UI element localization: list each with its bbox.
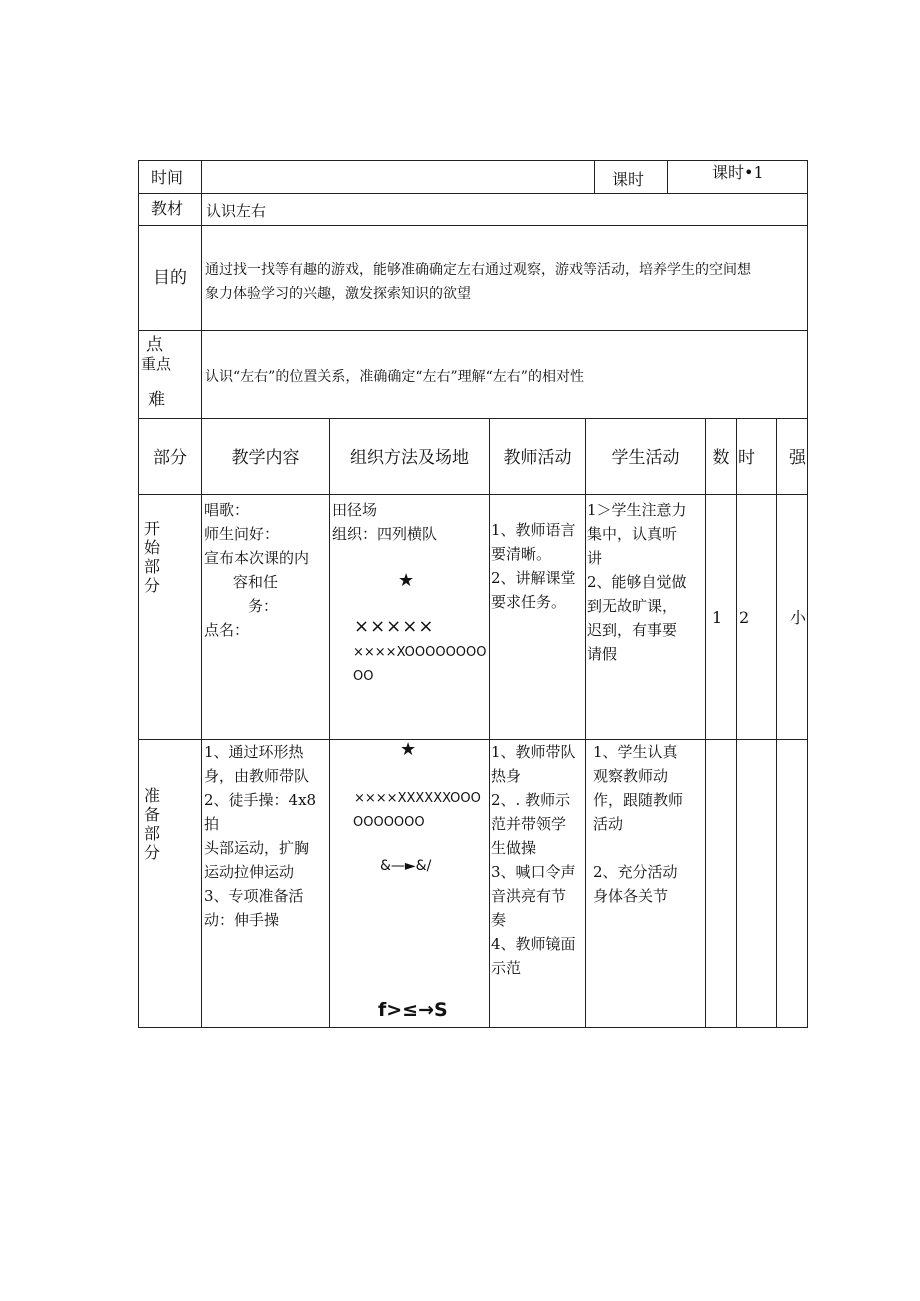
col-header-part: 部分 [153,448,187,468]
table-border-top [138,160,808,161]
student-line: 作，跟随教师 [593,791,684,809]
col-header-content: 教学内容 [231,448,300,468]
content-line: 拍 [204,815,220,833]
part-label-char: 分 [143,843,160,862]
column-divider [585,418,586,1028]
row-divider [138,418,808,419]
part-label-char: 分 [143,576,160,595]
student-line: 请假 [587,645,618,663]
col-header-student: 学生活动 [611,448,680,468]
col-header-teacher: 教师活动 [503,448,572,468]
start-teacher-activity [491,518,585,614]
prep-content [204,740,328,932]
label-column-divider [201,160,202,1028]
keypoints-label-line1: 点 [146,335,163,355]
keypoints-text: 认识“左右”的位置关系，准确确定“左右”理解“左右”的相对性 [205,369,584,385]
content-line: 动：伸手操 [204,911,280,929]
student-line: 迟到，有事要 [587,621,678,639]
purpose-text-line2: 象力体验学习的兴趣，激发探索知识的欲望 [205,286,471,302]
column-divider [489,418,490,1028]
content-line: 1、通过环形热 [204,743,304,761]
prep-teacher-activity [491,740,585,980]
table-border-left [138,160,139,1028]
student-line: 讲 [587,549,603,567]
col-header-intensity: 强 [789,448,806,468]
content-line: 2、徒手操：4x8 [204,791,317,809]
row-divider [138,225,808,226]
teacher-line: 范并带领学 [491,815,567,833]
keypoints-label-line3: 难 [148,390,165,410]
student-line: 2、充分活动 [593,863,678,881]
part-label-char: 开 [143,519,160,538]
prep-student-activity [593,740,705,908]
student-line: 集中，认真听 [587,525,678,543]
part-label-char: 部 [143,824,160,843]
teacher-line: 3、喊口令声 [491,863,576,881]
student-line: 观察教师动 [593,767,669,785]
content-line: 唱歌： [204,501,250,519]
content-line: 师生问好： [204,525,280,543]
content-line: 点名： [204,621,250,639]
teacher-line: 1、教师带队 [491,743,576,761]
start-content [204,498,328,642]
col-header-time: 时 [738,448,755,468]
movement-flow-arrow: f>≤→S [378,999,448,1021]
content-line: 3、专项准备活 [204,887,304,905]
material-label: 教材 [151,199,184,218]
student-line: 活动 [593,815,624,833]
content-line: 身，由教师带队 [204,767,310,785]
prep-part-label [142,786,162,862]
student-row-circles: OO [353,669,374,684]
part-label-char: 部 [143,557,160,576]
row-divider [138,193,808,194]
student-line [593,836,705,860]
material-value: 认识左右 [206,202,267,220]
purpose-label: 目的 [153,268,187,288]
content-line: 容和任 [233,573,279,591]
row-divider [138,494,808,495]
student-row-mixed: ××××XXXXXXOOO [354,791,481,806]
start-method-place: 田径场 [332,501,378,519]
period-label: 课时 [612,170,645,189]
teacher-line: 生做操 [491,839,537,857]
content-line: 头部运动，扩胸 [204,839,310,857]
start-intensity: 小 [790,608,807,627]
column-divider [705,418,706,1028]
start-time: 2 [739,608,750,627]
start-student-activity [587,498,705,666]
teacher-line: 4、教师镜面 [491,935,576,953]
teacher-line: 1、教师语言 [491,521,576,539]
teacher-line: 示范 [491,959,522,977]
part-label-char: 准 [143,786,160,805]
teacher-line: 音洪亮有节 [491,887,567,905]
period-value: 课时•1 [712,163,764,182]
part-label-char: 始 [143,538,160,557]
student-line: 2、能够自觉做 [587,573,687,591]
teacher-line: 要清晰。 [491,545,552,563]
student-line: 到无故旷课， [587,597,678,615]
content-line: 运动拉伸运动 [204,863,295,881]
teacher-line: 2、. 教师示 [491,791,571,809]
col-header-count: 数 [712,448,730,468]
teacher-line: 要求任务。 [491,593,567,611]
column-divider [776,418,777,1028]
column-divider [329,418,330,1028]
student-line: 身体各关节 [593,887,669,905]
keypoints-label-line2: 重点 [141,355,172,373]
teacher-star-icon: ★ [398,570,415,591]
column-divider [736,418,737,1028]
teacher-line: 奏 [491,911,507,929]
movement-flow-arrow: &—►&/ [380,858,432,874]
student-line: 1＞学生注意力 [587,501,687,519]
col-header-method: 组织方法及场地 [350,448,469,468]
content-line: 务： [248,597,279,615]
table-border-right [807,160,808,1028]
time-label: 时间 [151,168,184,187]
student-row-crosses: ××××× [354,616,435,637]
period-value-divider [667,160,668,193]
table-border-bottom [138,1027,808,1028]
period-label-divider [594,160,595,193]
part-label-char: 备 [143,805,160,824]
student-row-circles: OOOOOOO [353,815,425,830]
teacher-line: 热身 [491,767,522,785]
start-part-label [142,519,162,595]
teacher-star-icon: ★ [400,739,417,760]
content-line: 宣布本次课的内 [204,549,310,567]
start-method-org: 组织：四列横队 [332,525,438,543]
row-divider [138,330,808,331]
student-line: 1、学生认真 [593,743,678,761]
start-count: 1 [712,608,723,627]
teacher-line: 2、讲解课堂 [491,569,576,587]
purpose-text-line1: 通过找一找等有趣的游戏，能够准确确定左右通过观察，游戏等活动，培养学生的空间想 [205,262,751,278]
student-row-mixed: ××××XOOOOOOOO [353,645,487,660]
